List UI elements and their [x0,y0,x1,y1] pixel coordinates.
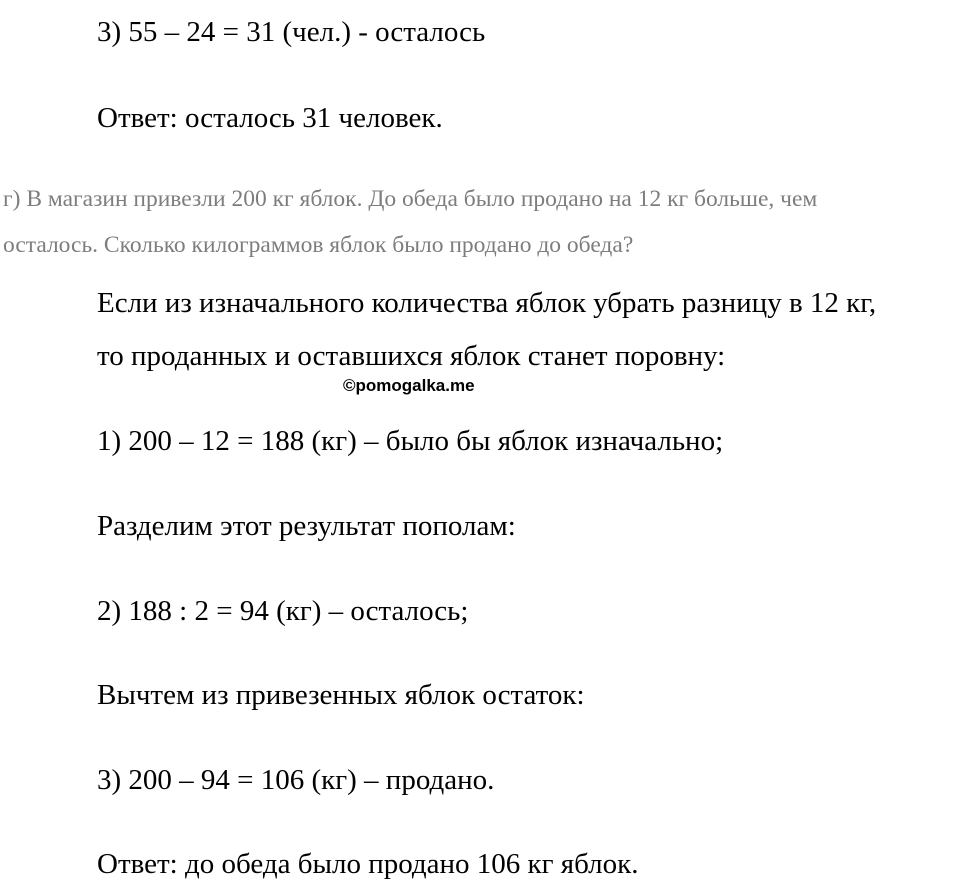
prev-step-3: 3) 55 – 24 = 31 (чел.) - осталось [97,16,486,48]
explanation-line-1: Если из изначального количества яблок убрать разницу в 12 кг, [97,287,877,319]
final-answer: Ответ: до обеда было продано 106 кг яблок. [97,848,639,880]
task-text-line-2: осталось. Сколько килограммов яблок было продано до обеда? [3,232,634,258]
solution-step-1: 1) 200 – 12 = 188 (кг) – было бы яблок изначально; [97,425,724,457]
half-intro: Разделим этот результат пополам: [97,510,516,542]
solution-step-3: 3) 200 – 94 = 106 (кг) – продано. [97,764,495,796]
solution-step-2: 2) 188 : 2 = 94 (кг) – осталось; [97,595,469,627]
task-text-line-1: г) В магазин привезли 200 кг яблок. До обеда было продано на 12 кг больше, чем [3,186,818,212]
watermark: ©pomogalka.me [343,376,475,395]
explanation-line-2: то проданных и оставшихся яблок станет поровну: [97,340,726,372]
prev-answer: Ответ: осталось 31 человек. [97,102,443,134]
subtract-intro: Вычтем из привезенных яблок остаток: [97,679,585,711]
